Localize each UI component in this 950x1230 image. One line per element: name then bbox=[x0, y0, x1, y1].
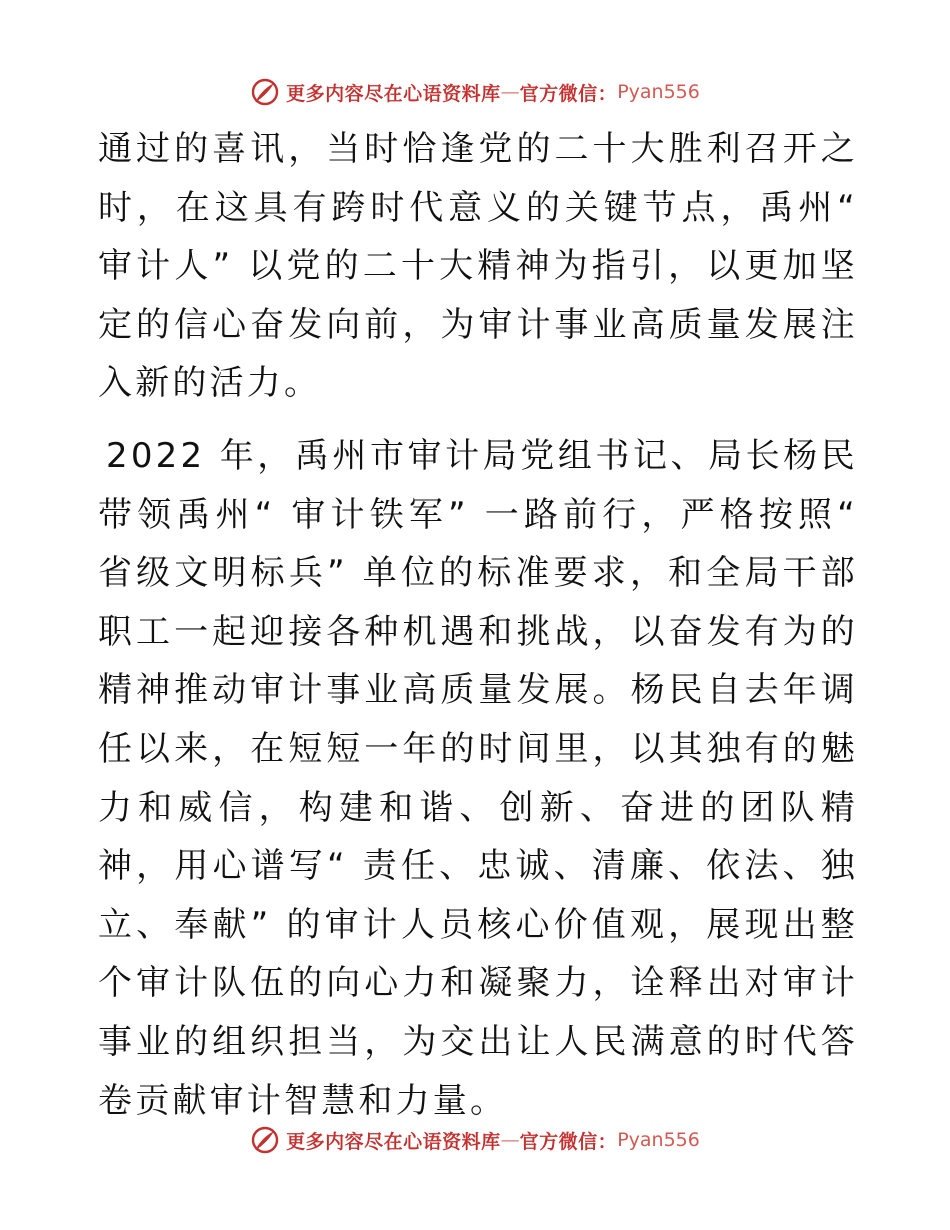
paragraph-2: 2022 年，禹州市审计局党组书记、局长杨民带领禹州“ 审计铁军” 一路前行，严格按照“ 省级文明标兵” 单位的标准要求，和全局干部职工一起迎接各种机遇和挑战，以奋发有为的精神推动审计事业高质量发展。杨民自去年调任以来，在短短一年的时间里，以其独有的魅力和威信，构建和谐、创新、奋进的团队精神，用心谱写“ 责任、忠诚、清廉、依法、独立、奉献” 的审计人员核心价值观，展现出整个审计队伍的向心力和凝聚力，诠释出对审计事业的组织担当，为交出让人民满意的时代答卷贡献审计智慧和力量。 bbox=[98, 435, 858, 1121]
header-brand-text: 更多内容尽在心语资料库 bbox=[286, 82, 501, 105]
footer-watermark bbox=[0, 1120, 950, 1160]
footer-contact-label: 官方微信： bbox=[519, 1130, 618, 1153]
paragraph-1: 通过的喜讯，当时恰逢党的二十大胜利召开之时，在这具有跨时代意义的关键节点，禹州“ 审计人” 以党的二十大精神为指引，以更加坚定的信心奋发向前，为审计事业高质量发展注入新的活力。 bbox=[98, 129, 858, 404]
quill-logo-icon bbox=[250, 77, 280, 107]
footer-separator: — bbox=[500, 1129, 520, 1151]
header-watermark bbox=[0, 72, 950, 112]
header-contact-id: Pyan556 bbox=[617, 81, 700, 103]
footer-brand-text: 更多内容尽在心语资料库 bbox=[286, 1130, 501, 1153]
header-contact-label: 官方微信： bbox=[519, 82, 618, 105]
document-body bbox=[98, 120, 858, 1130]
quill-logo-icon bbox=[250, 1125, 280, 1155]
header-separator: — bbox=[500, 81, 520, 103]
footer-contact-id: Pyan556 bbox=[617, 1129, 700, 1151]
